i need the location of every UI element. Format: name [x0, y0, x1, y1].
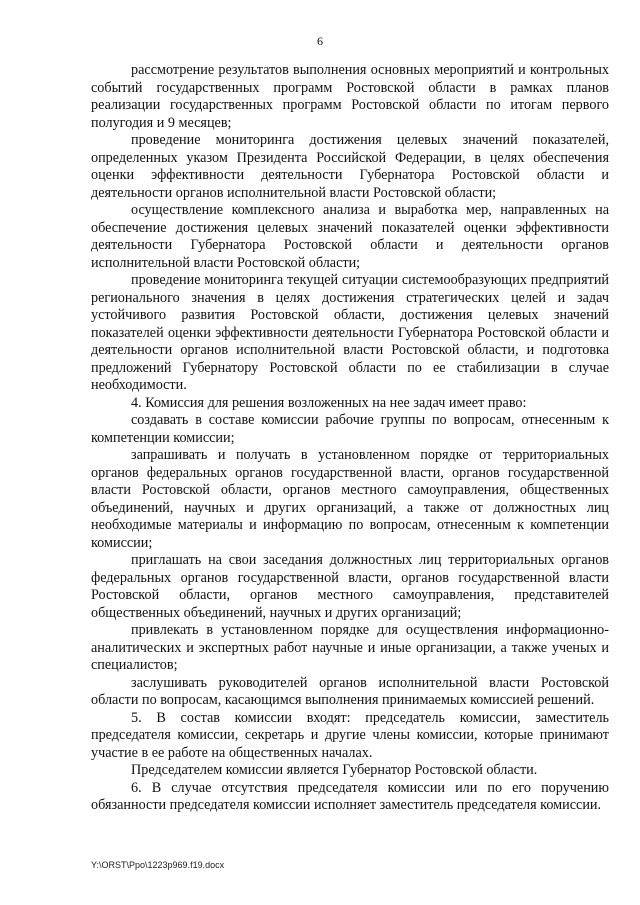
paragraph: заслушивать руководителей органов исполнительной власти Ростовской области по вопросам, касающимся выполнения принимаемых комиссией решений.: [91, 674, 609, 708]
section-6-paragraph: 6. В случае отсутствия председателя комиссии или по его поручению обязанности председателя комиссии исполняет заместитель председателя комиссии.: [91, 779, 609, 813]
paragraph: проведение мониторинга текущей ситуации системообразующих предприятий регионального значения в целях достижения стратегических целей и задач устойчивого развития Ростовской области, достижения целевых значений показателей оценки эффективности деятельности Губернатора Ростовской области и деятельности органов исполнительной власти Ростовской области, и подготовка предложений Губернатору Ростовской области по ее стабилизации в случае необходимости.: [91, 272, 609, 393]
section-4-heading: 4. Комиссия для решения возложенных на нее задач имеет право:: [131, 394, 527, 411]
section-5-paragraph: 5. В состав комиссии входят: председатель комиссии, заместитель председателя комиссии, секретарь и другие члены комиссии, которые принимают участие в ее работе на общественных началах.: [91, 709, 609, 761]
paragraph: осуществление комплексного анализа и выработка мер, направленных на обеспечение достижения целевых значений показателей оценки эффективности деятельности Губернатора Ростовской области и деятельности органов исполнительной власти Ростовской области;: [91, 202, 609, 271]
paragraph: Председателем комиссии является Губернатор Ростовской области.: [131, 762, 538, 778]
document-body: [91, 62, 609, 815]
paragraph: запрашивать и получать в установленном порядке от территориальных органов федеральных органов государственной власти, органов государственной власти Ростовской области, органов местного самоуправления, общественных объединений, научных и других организаций, а также от должностных лиц необходимые материалы и информацию по вопросам, отнесенным к компетенции комиссии;: [91, 447, 609, 551]
file-path-footer: Y:\ORST\Ppo\1223p969.f19.docx: [91, 860, 225, 870]
paragraph: приглашать на свои заседания должностных лиц территориальных органов федеральных органов государственной власти, органов государственной власти Ростовской области, органов местного самоуправления, представителей общественных объединений, научных и других организаций;: [91, 552, 609, 621]
page-number: 6: [317, 34, 323, 48]
paragraph: проведение мониторинга достижения целевых значений показателей, определенных указом Президента Российской Федерации, в целях обеспечения оценки эффективности деятельности Губернатора Ростовской области и деятельности органов исполнительной власти Ростовской области;: [91, 132, 609, 201]
paragraph: привлекать в установленном порядке для осуществления информационно-аналитических и экспертных работ научные и иные организации, а также ученых и специалистов;: [91, 622, 609, 673]
paragraph: создавать в составе комиссии рабочие группы по вопросам, отнесенным к компетенции комиссии;: [91, 412, 609, 446]
paragraph: рассмотрение результатов выполнения основных мероприятий и контрольных событий государственных программ Ростовской области в рамках планов реализации государственных программ Ростовской области по итогам первого полугодия и 9 месяцев;: [91, 62, 609, 131]
